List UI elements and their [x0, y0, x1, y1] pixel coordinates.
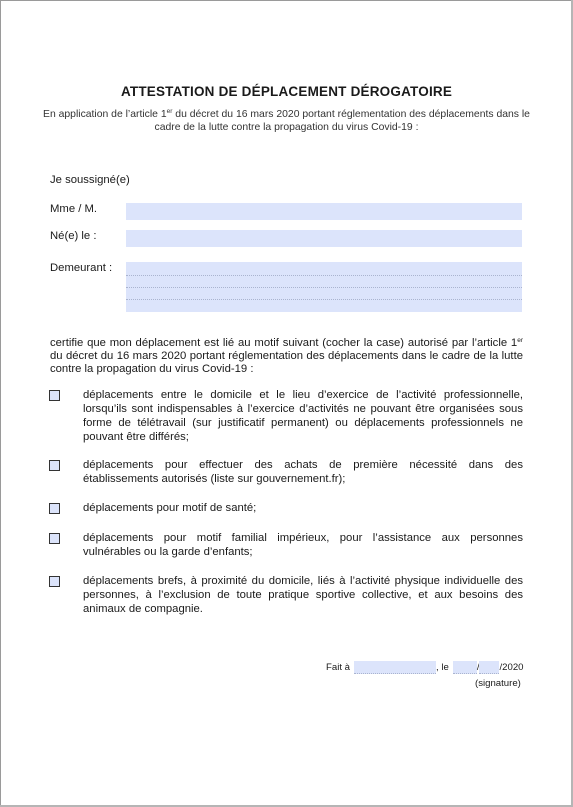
birth-date-field[interactable]	[126, 230, 522, 247]
reason-text-family: déplacements pour motif familial impérieux, pour l’assistance aux personnes vulnérables ou la garde d’enfants;	[83, 532, 523, 558]
reason-checkbox-exercise[interactable]	[49, 576, 60, 587]
name-field[interactable]	[126, 203, 522, 220]
document-subtitle	[40, 108, 533, 134]
reason-checkbox-shopping[interactable]	[49, 460, 60, 471]
address-field-line	[126, 299, 522, 300]
certify-superscript: er	[517, 337, 523, 344]
certification-text	[50, 337, 523, 376]
birth-label: Né(e) le :	[50, 230, 97, 242]
place-field[interactable]	[354, 661, 436, 674]
reason-text-work: déplacements entre le domicile et le lieu d’exercice de l’activité professionnelle, lorsqu’ils sont indispensables à l’exercice d’activités ne pouvant être organisées sous forme de télétravail (sur justificatif permanent) ou déplacements professionnels ne pouvant être différés;	[83, 389, 523, 443]
document-title: ATTESTATION DE DÉPLACEMENT DÉROGATOIRE	[120, 84, 453, 99]
subtitle-part2: du décret du 16 mars 2020 portant réglementation des déplacements dans le cadre de la lutte contre la propagation du virus Covid-19 :	[154, 109, 530, 133]
reason-checkbox-health[interactable]	[49, 503, 60, 514]
le-label: , le	[436, 661, 449, 673]
reason-checkbox-work[interactable]	[49, 390, 60, 401]
reason-text-exercise: déplacements brefs, à proximité du domicile, liés à l’activité physique individuelle des personnes, à l’exclusion de toute pratique sportive collective, et aux besoins des animaux de compagnie.	[83, 575, 523, 615]
reason-text-shopping: déplacements pour effectuer des achats de première nécessité dans des établissements autorisés (liste sur gouvernement.fr);	[83, 459, 523, 485]
address-field-line	[126, 287, 522, 288]
subtitle-superscript: er	[166, 108, 173, 115]
name-label: Mme / M.	[50, 203, 98, 215]
address-label: Demeurant :	[50, 262, 113, 274]
subtitle-part1: En application de l’article 1	[43, 109, 167, 120]
reason-text-health: déplacements pour motif de santé;	[83, 502, 257, 514]
certify-part2: du décret du 16 mars 2020 portant réglementation des déplacements dans le cadre de la lutte contre la propagation du virus Covid-19 :	[50, 350, 523, 375]
reason-checkbox-family[interactable]	[49, 533, 60, 544]
certify-part1: certifie que mon déplacement est lié au motif suivant (cocher la case) autorisé par l’article 1	[50, 337, 518, 349]
day-field[interactable]	[453, 661, 477, 674]
date-separator: /	[476, 661, 480, 673]
month-field[interactable]	[476, 661, 499, 674]
place-date-line	[326, 660, 524, 674]
fait-label: Fait à	[326, 661, 350, 673]
intro-label: Je soussigné(e)	[50, 174, 130, 186]
signature-label: (signature)	[475, 678, 521, 689]
year-suffix: /2020	[499, 661, 524, 673]
address-field-line	[126, 275, 522, 276]
